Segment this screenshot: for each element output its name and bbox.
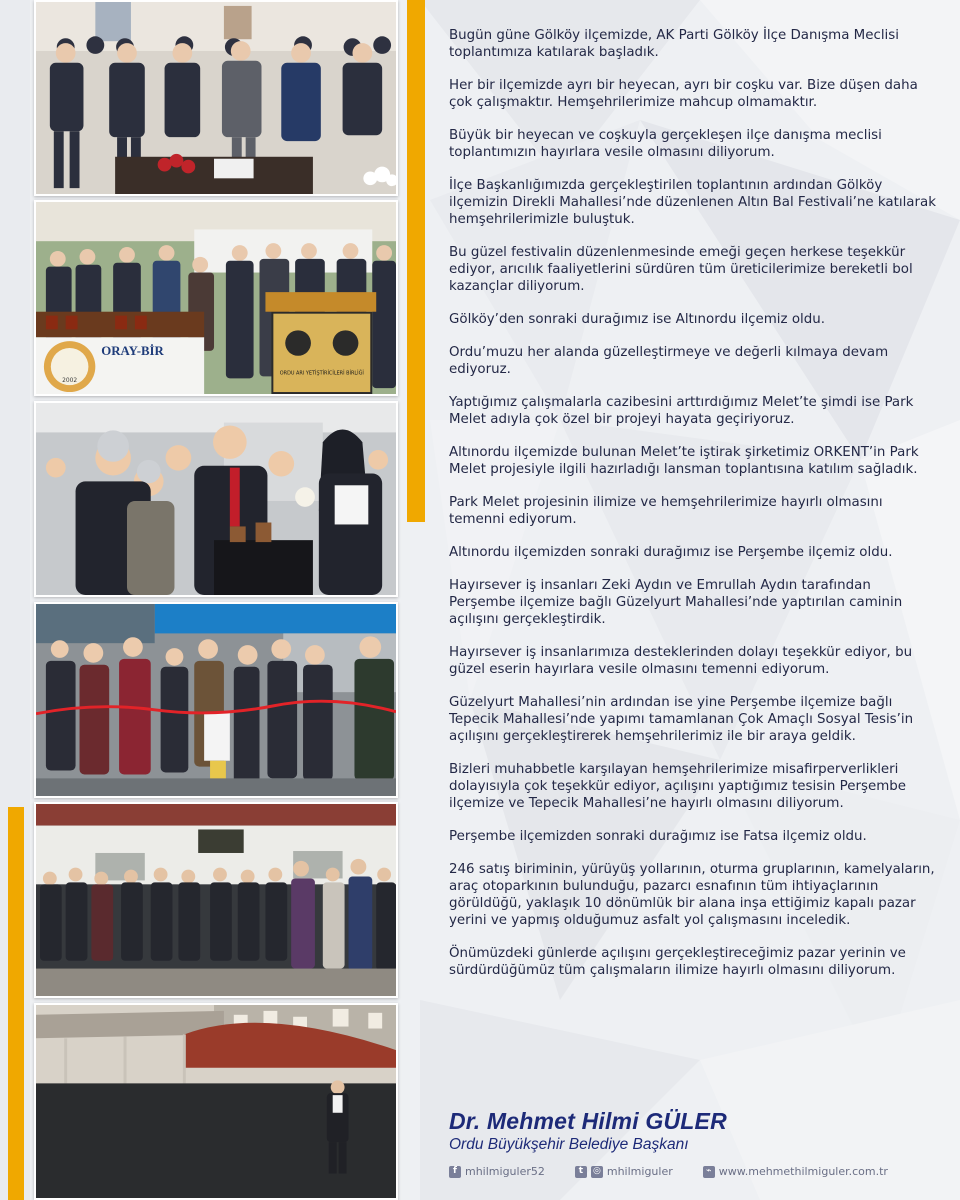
accent-bar-bottom: [8, 807, 24, 1200]
paragraph: Her bir ilçemizde ayrı bir heyecan, ayrı bir coşku var. Bize düşen daha çok çalışmaktır. Hemşehrilerimize mahcup olmamaktır.: [449, 78, 918, 110]
paragraph: Altınordu ilçemizden sonraki durağımız ise Perşembe ilçemiz oldu.: [449, 545, 893, 560]
paragraph: 246 satış biriminin, yürüyüş yollarının, oturma gruplarının, kamelyaların, araç otoparkının bulunduğu, pazarcı esnafının tüm ihtiyaçlarının görüldüğü, yaklaşık 10 dönümlük bir alana inşa ettiğimiz kapalı pazar yerini ve yapmış olduğumuz asfalt yol çalışmasını inceledik.: [449, 862, 935, 928]
photo-council-meeting: [34, 0, 398, 196]
paragraph: Gölköy’den sonraki durağımız ise Altınordu ilçemiz oldu.: [449, 312, 825, 327]
podium-sign-text: ORDU ARI YETİŞTİRİCİLERİ BİRLİĞİ: [279, 370, 364, 377]
photo-social-facility-opening: [34, 802, 398, 998]
accent-bar-top: [407, 0, 425, 522]
social-links: [449, 1165, 888, 1178]
paragraph: Altınordu ilçemizde bulunan Melet’te iştirak şirketimiz ORKENT’in Park Melet projesiyle ilgili hazırladığı lansman toplantısına katılım sağladık.: [449, 445, 919, 477]
paragraph: Önümüzdeki günlerde açılışını gerçekleştireceğimiz pazar yerinin ve sürdürdüğümüz tüm çalışmaların ilimize hayırlı olmasını diliyorum.: [449, 946, 906, 978]
facebook-handle: mhilmiguler52: [465, 1165, 545, 1178]
banner-text: ORAY-BİR: [101, 343, 164, 358]
website-url: www.mehmethilmiguler.com.tr: [718, 1165, 888, 1178]
paragraph: Park Melet projesinin ilimize ve hemşehrilerimize hayırlı olmasını temenni ediyorum.: [449, 495, 883, 527]
paragraph: İlçe Başkanlığımızda gerçekleştirilen toplantının ardından Gölköy ilçemizin Direkli Mahallesi’nde düzenlenen Altın Bal Festivali’ne katılarak hemşehrilerimizle buluştuk.: [449, 178, 936, 227]
globe-icon: ⌁: [703, 1166, 715, 1178]
instagram-icon: ◎: [591, 1166, 603, 1178]
social-twitter-instagram[interactable]: [575, 1165, 673, 1178]
signature-block: [449, 1108, 727, 1154]
photo-honey-festival: [34, 200, 398, 396]
social-website[interactable]: [703, 1165, 888, 1178]
paragraph: Yaptığımız çalışmalarla cazibesini arttırdığımız Melet’te şimdi ise Park Melet adıyla çok özel bir projeyi hayata geçiriyoruz.: [449, 395, 914, 427]
social-facebook[interactable]: [449, 1165, 545, 1178]
twitter-instagram-handle: mhilmiguler: [606, 1165, 673, 1178]
paragraph: Bizleri muhabbetle karşılayan hemşehrilerimize misafirperverlikleri dolayısıyla çok teşekkür ediyor, açılışını yaptığımız tesisin Perşembe ilçemize ve Tepecik Mahallesi’ne hayırlı olmasını diliyorum.: [449, 762, 907, 811]
paragraph: Güzelyurt Mahallesi’nin ardından ise yine Perşembe ilçemize bağlı Tepecik Mahallesi’nde yapımı tamamlanan Çok Amaçlı Sosyal Tesis’in açılışını gerçekleştirerek hemşehrilerimiz ile bir araya geldik.: [449, 695, 914, 744]
article-text: [449, 27, 941, 995]
paragraph: Perşembe ilçemizden sonraki durağımız ise Fatsa ilçemiz oldu.: [449, 829, 867, 844]
signature-title: Ordu Büyükşehir Belediye Başkanı: [449, 1136, 689, 1153]
photo-covered-market: [34, 1003, 398, 1200]
photo-park-melet-launch: [34, 401, 398, 597]
banner-year-text: 2002: [62, 378, 78, 385]
paragraph: Bu güzel festivalin düzenlenmesinde emeği geçen herkese teşekkür ediyor, arıcılık faaliyetlerini sürdüren tüm üreticilerimize bereketli bol kazançlar diliyorum.: [449, 245, 913, 294]
photo-mosque-opening: [34, 602, 398, 798]
paragraph: Ordu’muzu her alanda güzelleştirmeye ve değerli kılmaya devam ediyoruz.: [449, 345, 889, 377]
paragraph: Hayırsever iş insanları Zeki Aydın ve Emrullah Aydın tarafından Perşembe ilçemize bağlı Güzelyurt Mahallesi’nde yaptırılan caminin açılışını gerçekleştirdik.: [449, 578, 903, 627]
paragraph: Büyük bir heyecan ve coşkuyla gerçekleşen ilçe danışma meclisi toplantımızın hayırlara vesile olmasını diliyorum.: [449, 128, 882, 160]
signature-name: Dr. Mehmet Hilmi GÜLER: [449, 1108, 727, 1134]
paragraph: Hayırsever iş insanlarımıza desteklerinden dolayı teşekkür ediyor, bu güzel eserin hayırlara vesile olmasını temenni ediyorum.: [449, 645, 913, 677]
paragraph: Bugün güne Gölköy ilçemizde, AK Parti Gölköy İlçe Danışma Meclisi toplantımıza katılarak başladık.: [449, 28, 899, 60]
facebook-icon: f: [449, 1166, 461, 1178]
twitter-icon: t: [575, 1166, 587, 1178]
